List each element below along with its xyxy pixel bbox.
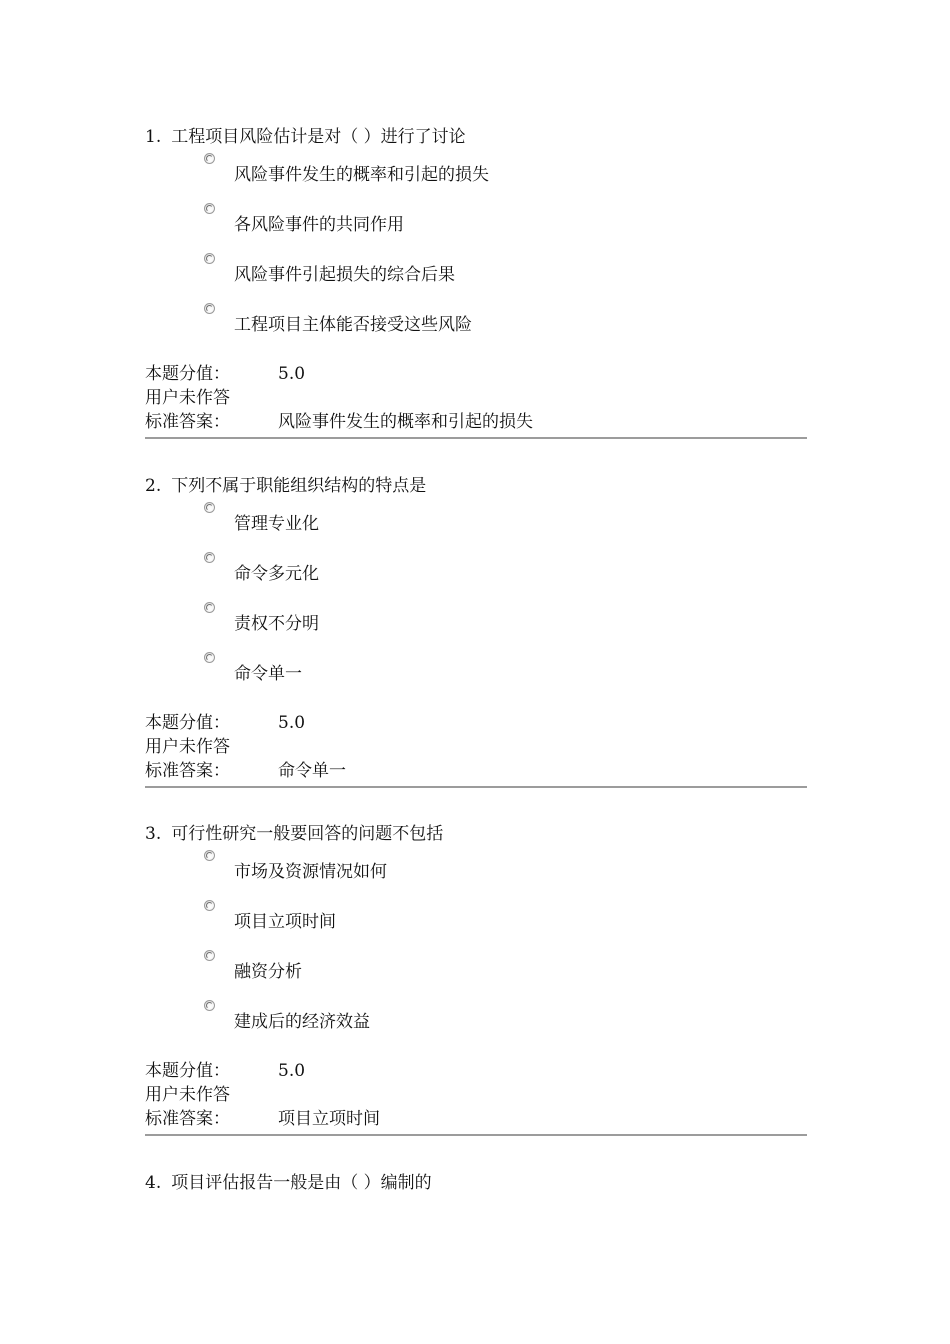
radio-button[interactable] <box>204 552 215 563</box>
option-label: 命令多元化 <box>234 564 319 584</box>
question-text: 可行性研究一般要回答的问题不包括 <box>171 824 444 844</box>
score-label: 本题分值： <box>145 364 230 384</box>
question-title <box>145 124 807 150</box>
option-label: 项目立项时间 <box>234 912 336 932</box>
score-label: 本题分值： <box>145 1061 230 1081</box>
option-list <box>145 150 807 350</box>
divider <box>145 437 807 439</box>
option-a[interactable] <box>145 150 807 200</box>
standard-answer-row <box>145 1107 807 1131</box>
option-label: 融资分析 <box>234 962 302 982</box>
standard-answer-label: 标准答案： <box>145 412 230 432</box>
option-label: 责权不分明 <box>234 614 319 634</box>
radio-button[interactable] <box>204 602 215 613</box>
option-label: 各风险事件的共同作用 <box>234 215 404 235</box>
option-list <box>145 847 807 1047</box>
score-value: 5.0 <box>278 364 306 384</box>
question-text: 项目评估报告一般是由（ ）编制的 <box>171 1173 432 1193</box>
standard-answer-value: 风险事件发生的概率和引起的损失 <box>278 412 533 432</box>
standard-answer-row <box>145 410 807 434</box>
question-title <box>145 821 807 847</box>
score-row <box>145 711 807 735</box>
score-label: 本题分值： <box>145 713 230 733</box>
status-text: 用户未作答 <box>145 737 230 757</box>
option-d[interactable] <box>145 300 807 350</box>
option-label: 建成后的经济效益 <box>234 1012 370 1032</box>
option-a[interactable] <box>145 499 807 549</box>
radio-button[interactable] <box>204 153 215 164</box>
option-b[interactable] <box>145 200 807 250</box>
status-text: 用户未作答 <box>145 388 230 408</box>
option-b[interactable] <box>145 549 807 599</box>
question-number: 4. <box>145 1173 162 1193</box>
question-number: 3. <box>145 824 162 844</box>
radio-button[interactable] <box>204 850 215 861</box>
question-title <box>145 1170 807 1196</box>
question-meta <box>145 1059 807 1131</box>
option-label: 市场及资源情况如何 <box>234 862 387 882</box>
score-value: 5.0 <box>278 713 306 733</box>
answer-status <box>145 386 807 410</box>
divider <box>145 1134 807 1136</box>
option-label: 工程项目主体能否接受这些风险 <box>234 315 472 335</box>
divider <box>145 786 807 788</box>
question-number: 1. <box>145 127 162 147</box>
option-c[interactable] <box>145 599 807 649</box>
question-1 <box>145 124 807 439</box>
radio-button[interactable] <box>204 652 215 663</box>
standard-answer-label: 标准答案： <box>145 1109 230 1129</box>
radio-button[interactable] <box>204 1000 215 1011</box>
radio-button[interactable] <box>204 253 215 264</box>
question-2 <box>145 473 807 788</box>
standard-answer-row <box>145 759 807 783</box>
status-text: 用户未作答 <box>145 1085 230 1105</box>
score-row <box>145 1059 807 1083</box>
answer-status <box>145 1083 807 1107</box>
option-label: 命令单一 <box>234 664 302 684</box>
option-a[interactable] <box>145 847 807 897</box>
question-title <box>145 473 807 499</box>
option-d[interactable] <box>145 649 807 699</box>
question-number: 2. <box>145 476 162 496</box>
option-list <box>145 499 807 699</box>
radio-button[interactable] <box>204 303 215 314</box>
radio-button[interactable] <box>204 900 215 911</box>
question-meta <box>145 711 807 783</box>
question-4 <box>145 1170 807 1196</box>
standard-answer-value: 命令单一 <box>278 761 346 781</box>
radio-button[interactable] <box>204 950 215 961</box>
question-text: 工程项目风险估计是对（ ）进行了讨论 <box>171 127 466 147</box>
answer-status <box>145 735 807 759</box>
option-label: 风险事件引起损失的综合后果 <box>234 265 455 285</box>
option-label: 管理专业化 <box>234 514 319 534</box>
option-c[interactable] <box>145 250 807 300</box>
radio-button[interactable] <box>204 203 215 214</box>
option-c[interactable] <box>145 947 807 997</box>
option-label: 风险事件发生的概率和引起的损失 <box>234 165 489 185</box>
radio-button[interactable] <box>204 502 215 513</box>
question-3 <box>145 821 807 1136</box>
question-meta <box>145 362 807 434</box>
standard-answer-value: 项目立项时间 <box>278 1109 380 1129</box>
option-b[interactable] <box>145 897 807 947</box>
standard-answer-label: 标准答案： <box>145 761 230 781</box>
option-d[interactable] <box>145 997 807 1047</box>
question-text: 下列不属于职能组织结构的特点是 <box>171 476 427 496</box>
score-row <box>145 362 807 386</box>
score-value: 5.0 <box>278 1061 306 1081</box>
